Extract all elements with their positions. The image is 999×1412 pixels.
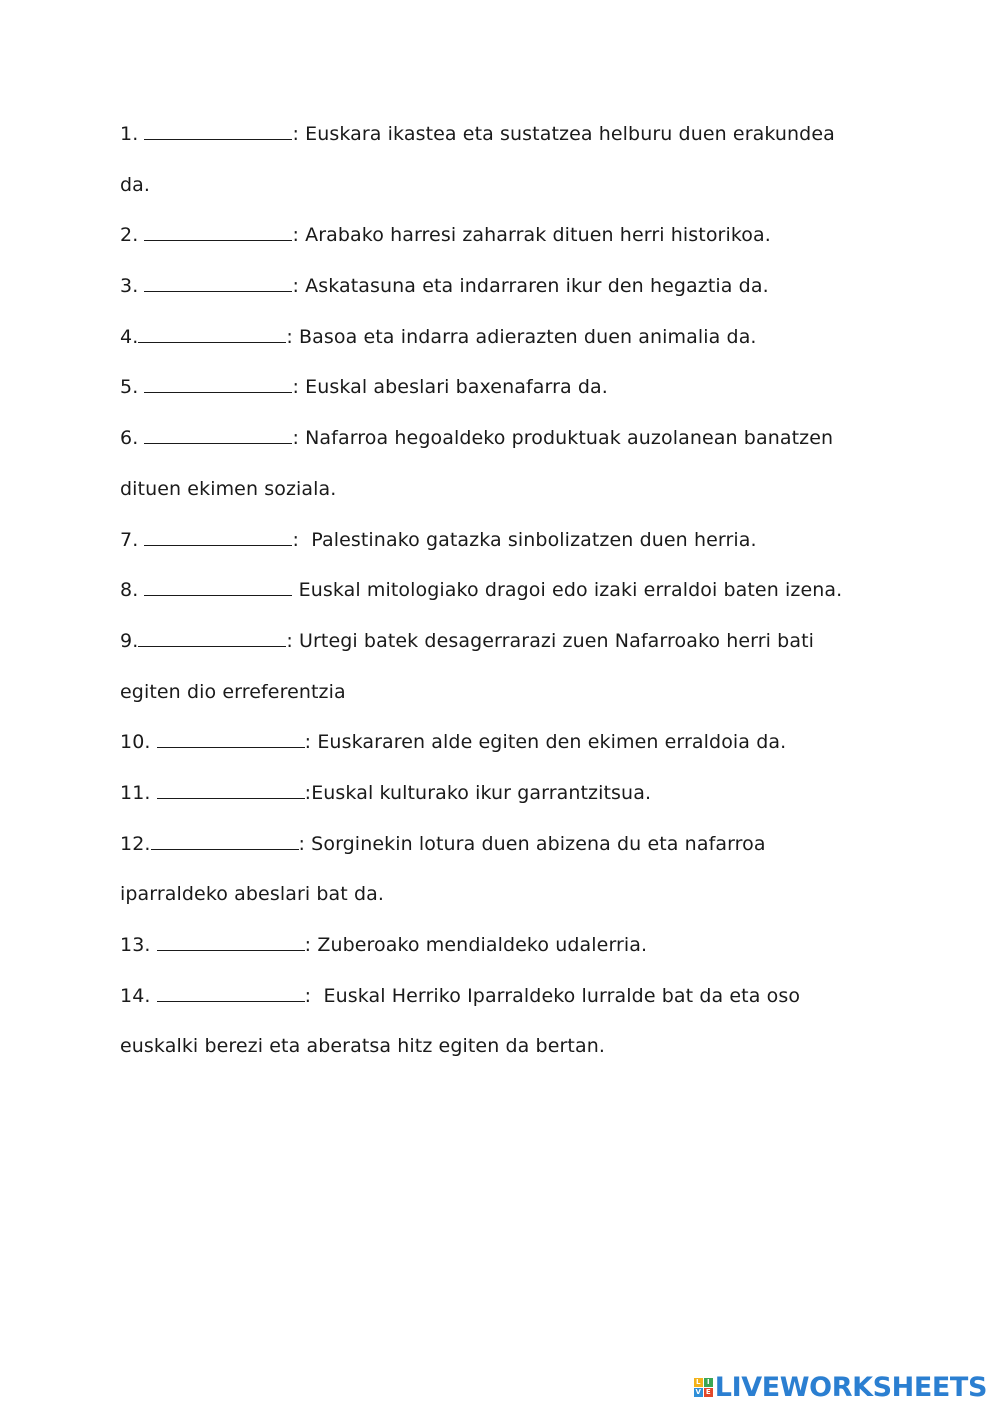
question-number: 4. <box>120 325 139 348</box>
question-number: 9. <box>120 629 139 652</box>
question-colon: : <box>292 123 299 145</box>
question-continuation: dituen ekimen soziala. <box>120 477 337 500</box>
question-number: 12. <box>120 832 151 855</box>
question-colon: : <box>286 325 293 348</box>
question-continuation: iparraldeko abeslari bat da. <box>120 883 385 906</box>
answer-blank[interactable] <box>157 727 305 748</box>
answer-blank[interactable] <box>138 322 286 343</box>
question-text: Euskal mitologiako dragoi edo izaki erraldoi baten izena. <box>292 579 843 602</box>
logo-mark-letter: L <box>694 1378 703 1387</box>
question-number: 5. <box>120 376 139 399</box>
question-text: Zuberoako mendialdeko udalerria. <box>311 934 648 956</box>
question-continuation: egiten dio erreferentzia <box>120 680 346 703</box>
question-text: Sorginekin lotura duen abizena du eta nafarroa <box>305 832 766 855</box>
question-text: Nafarroa hegoaldeko produktuak auzolanean banatzen <box>298 427 834 450</box>
question-continuation: euskalki berezi eta aberatsa hitz egiten da bertan. <box>120 1035 605 1058</box>
logo-mark-letter: E <box>704 1388 713 1397</box>
question-number: 3. <box>120 275 139 298</box>
worksheet <box>120 118 880 1081</box>
question-line <box>120 625 880 676</box>
question-colon: : <box>298 832 306 855</box>
logo-text: LIVEWORKSHEETS <box>714 1371 987 1403</box>
question-colon: : <box>304 781 312 804</box>
question-line <box>120 777 880 828</box>
question-colon: : <box>292 376 299 399</box>
answer-blank[interactable] <box>144 271 292 292</box>
question-text: Arabako harresi zaharrak dituen herri historikoa. <box>298 224 771 247</box>
answer-blank[interactable] <box>144 575 292 596</box>
question-colon: : <box>292 275 299 298</box>
logo-mark-letter: I <box>704 1378 713 1387</box>
answer-blank[interactable] <box>144 220 292 241</box>
question-text: Euskal Herriko Iparraldeko lurralde bat da eta oso <box>311 984 801 1007</box>
liveworksheets-mark-icon <box>694 1378 713 1397</box>
answer-blank[interactable] <box>151 829 299 850</box>
answer-blank[interactable] <box>144 119 292 140</box>
question-colon: : <box>292 224 299 247</box>
answer-blank[interactable] <box>144 525 292 546</box>
question-colon: : <box>304 934 312 956</box>
question-text: Euskal abeslari baxenafarra da. <box>298 376 608 399</box>
answer-blank[interactable] <box>144 372 292 393</box>
question-line <box>120 524 880 575</box>
question-number: 6. <box>120 427 139 450</box>
question-line <box>120 371 880 422</box>
liveworksheets-logo <box>694 1370 987 1404</box>
answer-blank[interactable] <box>138 626 286 647</box>
logo-mark-letter: V <box>695 1387 701 1396</box>
question-line <box>120 574 880 625</box>
question-line <box>120 422 880 473</box>
question-text: Palestinako gatazka sinbolizatzen duen herria. <box>298 528 757 551</box>
question-number: 8. <box>120 579 139 602</box>
question-number: 7. <box>120 528 139 551</box>
question-colon: : <box>286 629 293 652</box>
question-colon: : <box>304 731 312 754</box>
answer-blank[interactable] <box>157 981 305 1002</box>
question-continuation: da. <box>120 173 151 196</box>
question-line <box>120 219 880 270</box>
question-text: Euskararen alde egiten den ekimen erraldoia da. <box>311 731 787 754</box>
question-line <box>120 270 880 321</box>
question-line <box>120 726 880 777</box>
answer-blank[interactable] <box>144 423 292 444</box>
question-colon: : <box>304 984 312 1007</box>
question-number: 2. <box>120 224 139 247</box>
question-line <box>120 929 880 980</box>
question-text: Basoa eta indarra adierazten duen animalia da. <box>292 325 757 348</box>
question-text: Euskal kulturako ikur garrantzitsua. <box>311 781 652 804</box>
question-line <box>120 118 880 169</box>
question-text: Euskara ikastea eta sustatzea helburu duen erakundea <box>298 123 835 145</box>
answer-blank[interactable] <box>157 778 305 799</box>
question-line <box>120 828 880 879</box>
question-line <box>120 980 880 1031</box>
question-text: Urtegi batek desagerrarazi zuen Nafarroako herri bati <box>292 629 814 652</box>
question-colon: : <box>292 427 299 450</box>
question-text: Askatasuna eta indarraren ikur den hegaztia da. <box>298 275 769 298</box>
question-colon: : <box>292 528 299 551</box>
question-line <box>120 321 880 372</box>
question-number: 13. <box>120 934 151 956</box>
question-number: 11. <box>120 781 151 804</box>
question-number: 1. <box>120 123 139 145</box>
answer-blank[interactable] <box>157 930 305 951</box>
question-number: 14. <box>120 984 151 1007</box>
question-number: 10. <box>120 731 151 754</box>
